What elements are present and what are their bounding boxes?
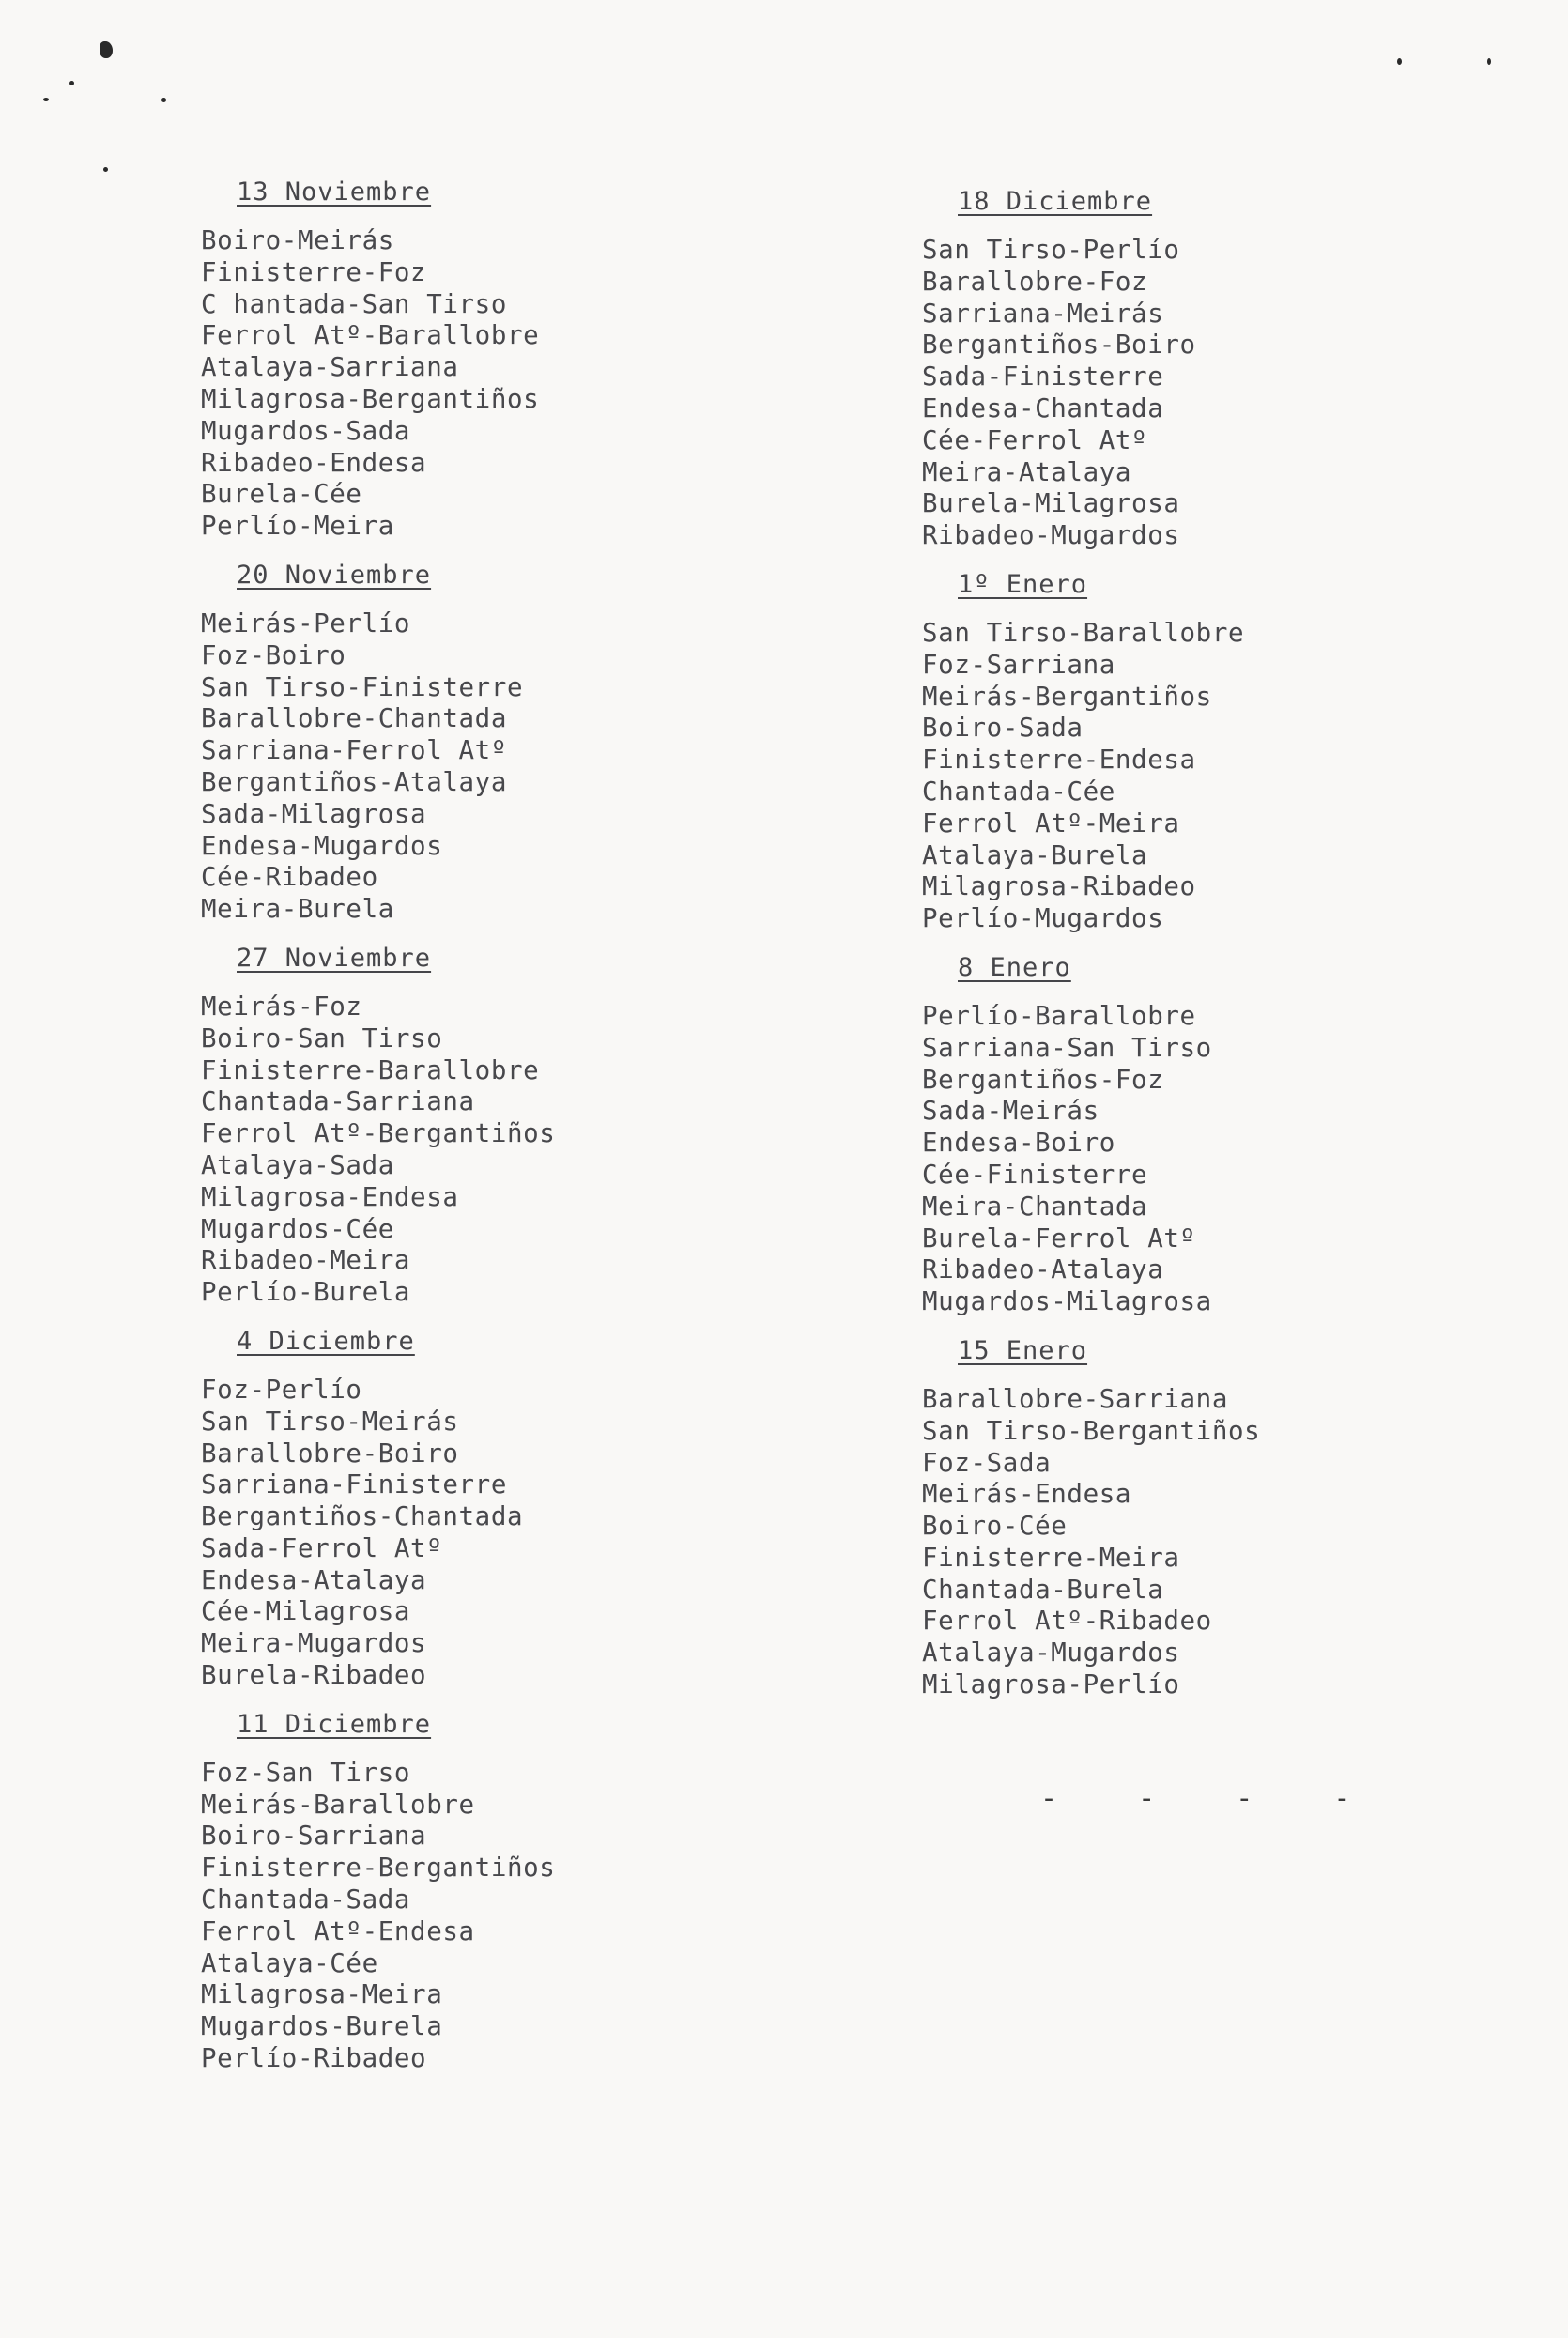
paper-speck (43, 98, 49, 101)
match-line: Ferrol Atº-Barallobre (201, 320, 540, 351)
right-column (922, 182, 1504, 1701)
match-line: San Tirso-Perlío (922, 235, 1180, 265)
match-line: Boiro-Sarriana (201, 1821, 427, 1852)
match-line: Ferrol Atº-Ribadeo (922, 1606, 1212, 1637)
match-line: Ferrol Atº-Endesa (201, 1915, 475, 1946)
match-line: Finisterre-Meira (922, 1542, 1180, 1573)
match-line: Barallobre-Sarriana (922, 1383, 1228, 1414)
round (201, 173, 783, 543)
match-line: Atalaya-Mugardos (922, 1638, 1180, 1669)
match-line: Bergantiños-Chantada (201, 1501, 524, 1532)
match-line: San Tirso-Barallobre (922, 617, 1245, 648)
paper-speck (161, 98, 166, 102)
match-line: Sada-Meirás (922, 1096, 1099, 1127)
match-line: Cée-Ferrol Atº (922, 424, 1148, 455)
match-line: Meira-Chantada (922, 1191, 1148, 1222)
match-line: Chantada-Cée (922, 776, 1115, 807)
match-line: Endesa-Atalaya (201, 1564, 427, 1595)
match-line: Perlío-Ribadeo (201, 2043, 427, 2074)
match-line: Meirás-Bergantiños (922, 681, 1212, 712)
match-line: Finisterre-Endesa (922, 745, 1196, 776)
match-line: Meirás-Foz (201, 991, 362, 1022)
match-line: Burela-Cée (201, 479, 362, 510)
match-line: Ferrol Atº-Bergantiños (201, 1118, 556, 1149)
match-line: Cée-Finisterre (922, 1159, 1148, 1190)
match-line: Boiro-Meirás (201, 225, 394, 255)
match-line: Meira-Atalaya (922, 456, 1132, 487)
match-line: Meira-Mugardos (201, 1628, 427, 1659)
match-line: Sarriana-San Tirso (922, 1032, 1212, 1063)
match-line: Finisterre-Barallobre (201, 1054, 540, 1085)
round (201, 939, 783, 1309)
match-line: Ferrol Atº-Meira (922, 808, 1180, 838)
match-line: Meira-Burela (201, 894, 394, 925)
match-line: Endesa-Chantada (922, 392, 1164, 423)
match-line: Ribadeo-Endesa (201, 447, 427, 478)
match-line: Barallobre-Boiro (201, 1438, 459, 1469)
round-date: 13 Noviembre (237, 177, 432, 207)
match-line: Atalaya-Sarriana (201, 352, 459, 383)
match-line: Foz-Boiro (201, 639, 346, 670)
match-line: Milagrosa-Perlío (922, 1669, 1180, 1700)
match-line: Perlío-Burela (201, 1277, 411, 1308)
round (922, 565, 1504, 935)
round-date: 11 Diciembre (237, 1709, 432, 1739)
round-date: 1º Enero (958, 569, 1088, 599)
match-line: Sarriana-Meirás (922, 298, 1164, 329)
match-line: Sarriana-Ferrol Atº (201, 735, 507, 766)
match-line: Cée-Milagrosa (201, 1596, 411, 1627)
paper-speck (103, 167, 108, 172)
match-line: Perlío-Meira (201, 511, 394, 542)
match-line: Ribadeo-Atalaya (922, 1254, 1164, 1285)
match-line: Barallobre-Chantada (201, 703, 507, 734)
round (922, 948, 1504, 1318)
match-line: Chantada-Burela (922, 1574, 1164, 1605)
paper-speck (1397, 58, 1402, 65)
match-line: Atalaya-Cée (201, 1947, 378, 1978)
paper-speck (1487, 58, 1491, 65)
match-line: Sarriana-Finisterre (201, 1469, 507, 1500)
match-line: Sada-Ferrol Atº (201, 1532, 443, 1563)
match-line: Foz-Sarriana (922, 649, 1115, 680)
match-line: Mugardos-Burela (201, 2011, 443, 2042)
match-line: Bergantiños-Foz (922, 1064, 1164, 1095)
round-date: 4 Diciembre (237, 1326, 415, 1356)
match-line: Atalaya-Sada (201, 1149, 394, 1180)
match-line: Finisterre-Foz (201, 256, 427, 287)
match-line: Foz-San Tirso (201, 1757, 411, 1788)
match-line: Milagrosa-Endesa (201, 1181, 459, 1212)
match-line: Ribadeo-Mugardos (922, 520, 1180, 551)
match-line: San Tirso-Meirás (201, 1406, 459, 1437)
paper-speck (100, 41, 113, 58)
match-line: Foz-Perlío (201, 1374, 362, 1405)
round-date: 27 Noviembre (237, 943, 432, 973)
match-line: Sada-Milagrosa (201, 798, 427, 829)
round (922, 182, 1504, 552)
match-line: Meirás-Perlío (201, 608, 411, 638)
paper-speck (69, 81, 74, 85)
match-line: Cée-Ribadeo (201, 862, 378, 893)
match-line: Chantada-Sada (201, 1884, 411, 1915)
round (201, 556, 783, 926)
match-line: Meirás-Barallobre (201, 1789, 475, 1820)
match-line: Endesa-Mugardos (201, 830, 443, 861)
round (922, 1331, 1504, 1701)
end-marks: - - - - (1040, 1782, 1383, 1815)
match-line: Bergantiños-Boiro (922, 330, 1196, 361)
match-line: Milagrosa-Ribadeo (922, 871, 1196, 902)
round-date: 20 Noviembre (237, 560, 432, 590)
match-line: Boiro-Sada (922, 713, 1084, 744)
match-line: Milagrosa-Meira (201, 1979, 443, 2010)
round-date: 15 Enero (958, 1335, 1088, 1365)
round-date: 18 Diciembre (958, 187, 1153, 216)
match-line: Burela-Ferrol Atº (922, 1223, 1196, 1254)
match-line: Perlío-Mugardos (922, 903, 1164, 934)
round-date: 8 Enero (958, 952, 1071, 982)
match-line: Finisterre-Bergantiños (201, 1853, 556, 1884)
match-line: Burela-Ribadeo (201, 1660, 427, 1691)
round (201, 1705, 783, 2075)
match-line: Ribadeo-Meira (201, 1245, 411, 1276)
match-line: San Tirso-Finisterre (201, 671, 524, 702)
left-column (201, 173, 783, 2075)
match-line: Boiro-San Tirso (201, 1023, 443, 1054)
match-line: Boiro-Cée (922, 1511, 1068, 1542)
match-line: Endesa-Boiro (922, 1128, 1115, 1159)
match-line: Sada-Finisterre (922, 361, 1164, 392)
match-line: Milagrosa-Bergantiños (201, 383, 540, 414)
match-line: Mugardos-Cée (201, 1213, 394, 1244)
match-line: Mugardos-Milagrosa (922, 1286, 1212, 1317)
match-line: Perlío-Barallobre (922, 1000, 1196, 1031)
match-line: Bergantiños-Atalaya (201, 766, 507, 797)
round (201, 1322, 783, 1692)
match-line: Mugardos-Sada (201, 415, 411, 446)
match-line: Burela-Milagrosa (922, 488, 1180, 519)
match-line: Meirás-Endesa (922, 1479, 1132, 1510)
match-line: Atalaya-Burela (922, 839, 1148, 870)
match-line: Chantada-Sarriana (201, 1086, 475, 1117)
match-line: C hantada-San Tirso (201, 288, 507, 319)
match-line: San Tirso-Bergantiños (922, 1415, 1261, 1446)
match-line: Foz-Sada (922, 1447, 1052, 1478)
match-line: Barallobre-Foz (922, 266, 1148, 297)
